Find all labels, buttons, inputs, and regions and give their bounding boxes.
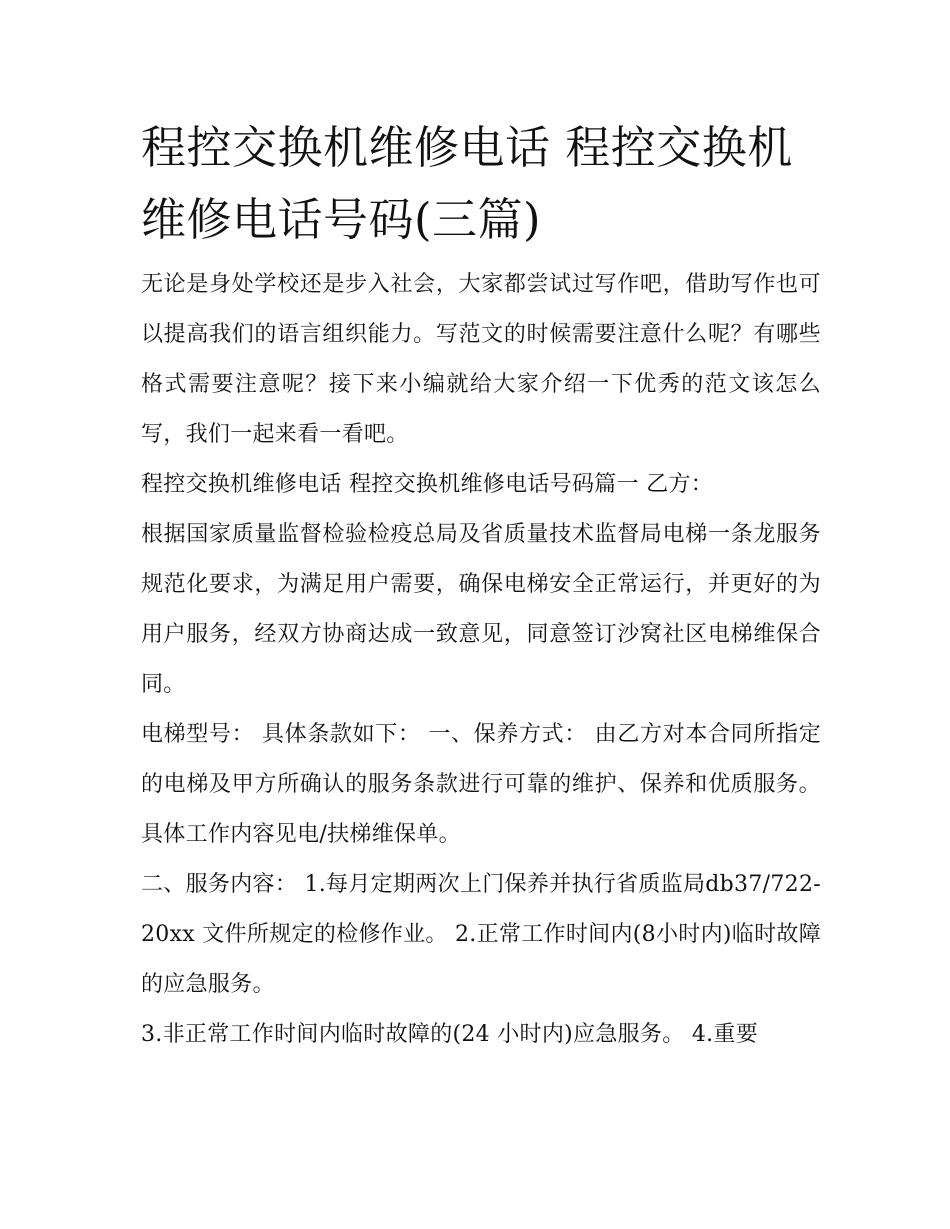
service-content-paragraph: 二、服务内容： 1.每月定期两次上门保养并执行省质监局db37/722-20xx 文件所规定的检修作业。 2.正常工作时间内(8小时内)临时故障的应急服务。 bbox=[141, 872, 821, 997]
contract-purpose-paragraph: 根据国家质量监督检验检疫总局及省质量技术监督局电梯一条龙服务规范化要求，为满足用户需要，确保电梯安全正常运行，并更好的为用户服务，经双方协商达成一致意见，同意签订沙窝社区电梯维保合同。 bbox=[141, 522, 821, 697]
document-body bbox=[141, 112, 821, 1060]
section-heading-paragraph: 程控交换机维修电话 程控交换机维修电话号码篇一 乙方： bbox=[141, 472, 714, 497]
maintenance-method-paragraph: 电梯型号： 具体条款如下： 一、保养方式： 由乙方对本合同所指定的电梯及甲方所确认的服务条款进行可靠的维护、保养和优质服务。具体工作内容见电/扶梯维保单。 bbox=[141, 722, 821, 847]
document-title: 程控交换机维修电话 程控交换机维修电话号码(三篇) bbox=[141, 121, 793, 246]
emergency-service-paragraph: 3.非正常工作时间内临时故障的(24 小时内)应急服务。 4.重要 bbox=[141, 1022, 759, 1047]
intro-paragraph: 无论是身处学校还是步入社会，大家都尝试过写作吧，借助写作也可以提高我们的语言组织能力。写范文的时候需要注意什么呢？有哪些格式需要注意呢？接下来小编就给大家介绍一下优秀的范文该怎么写，我们一起来看一看吧。 bbox=[141, 272, 821, 447]
